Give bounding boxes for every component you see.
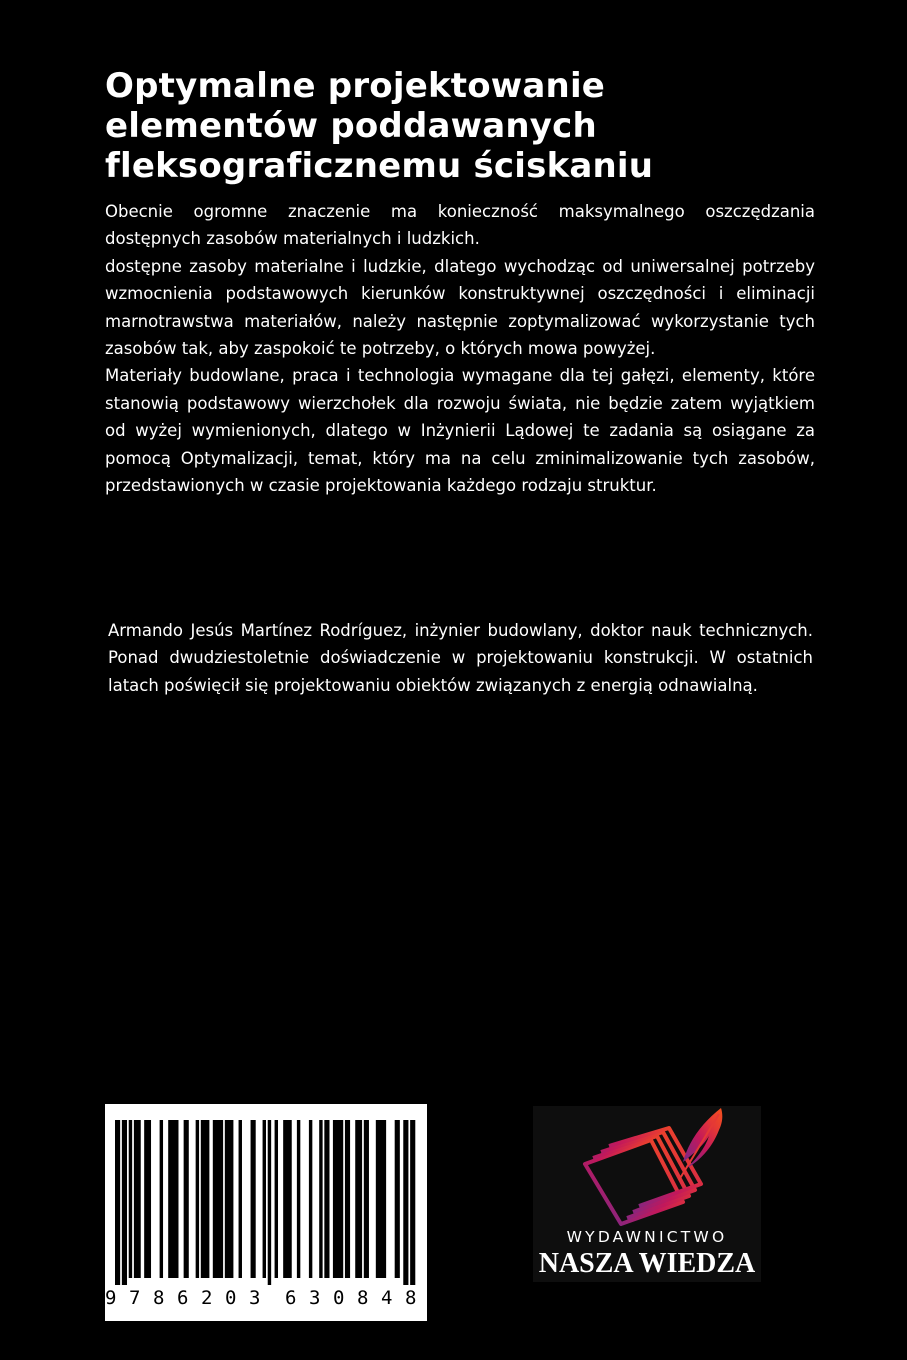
barcode-bar — [225, 1120, 234, 1278]
barcode-bar — [410, 1120, 415, 1285]
book-with-quill-icon — [533, 1106, 761, 1226]
barcode-digit: 6 — [177, 1287, 189, 1309]
barcode-digit: 8 — [153, 1287, 165, 1309]
barcode-digit: 7 — [129, 1287, 141, 1309]
author-bio: Armando Jesús Martínez Rodríguez, inżynier budowlany, doktor nauk technicznych. Ponad dwudziestoletnie doświadczenie w projektowaniu konstrukcji. W ostatnich latach poświęcił się projektowaniu obiektów związanych z energią odnawialną. — [108, 621, 813, 695]
description-paragraph-2: dostępne zasoby materialne i ludzkie, dlatego wychodząc od uniwersalnej potrzeby wzmocnienia podstawowych kierunków konstruktywnej oszczędności i eliminacji marnotrawstwa materiałów, należy następnie zoptymalizować wykorzystanie tych zasobów tak, aby zaspokoić te potrzeby, o których mowa powyżej. — [105, 256, 815, 359]
description-paragraph-3: Materiały budowlane, praca i technologia wymagane dla tej gałęzi, elementy, które stanowią podstawowy wierzchołek dla rozwoju świata, nie będzie zatem wyjątkiem od wyżej wymienionych, dlatego w Inżynierii Lądowej te zadania są osiągane za pomocą Optymalizacji, temat, który ma na celu zminimalizowanie tych zasobów, przedstawionych w czasie projektowania każdego rodzaju struktur. — [105, 366, 815, 496]
title-line-1: Optymalne projektowanie — [105, 66, 606, 106]
publisher-logo — [533, 1106, 761, 1282]
barcode-bar — [297, 1120, 300, 1278]
book-description — [105, 198, 815, 499]
barcode-digit: 4 — [381, 1287, 393, 1309]
barcode-bar — [403, 1120, 408, 1285]
barcode-bar — [160, 1120, 163, 1278]
description-paragraph-1: Obecnie ogromne znaczenie ma konieczność maksymalnego oszczędzania dostępnych zasobów materialnych i ludzkich. — [105, 202, 815, 249]
barcode-bar — [263, 1120, 266, 1278]
isbn-barcode — [105, 1104, 427, 1321]
barcode-bar — [395, 1120, 400, 1278]
barcode-bar — [355, 1120, 362, 1278]
barcode-bar — [168, 1120, 178, 1278]
barcode-bar — [324, 1120, 329, 1278]
barcode-digit: 0 — [225, 1287, 237, 1309]
barcode-bar — [196, 1120, 199, 1278]
barcode-bar — [268, 1120, 271, 1285]
title-line-3: fleksograficznemu ściskaniu — [105, 146, 654, 186]
barcode-bar — [184, 1120, 189, 1278]
barcode-bar — [333, 1120, 343, 1278]
barcode-digit: 3 — [309, 1287, 321, 1309]
barcode-bar — [129, 1120, 132, 1278]
barcode-bar — [251, 1120, 256, 1278]
publisher-label: WYDAWNICTWO — [566, 1228, 728, 1246]
barcode-bar — [115, 1120, 120, 1285]
barcode-bar — [122, 1120, 127, 1285]
barcode-digit: 8 — [405, 1287, 417, 1309]
barcode-digit: 3 — [249, 1287, 261, 1309]
barcode-bar — [364, 1120, 369, 1278]
barcode-number — [105, 1287, 427, 1317]
barcode-digit: 0 — [333, 1287, 345, 1309]
barcode-digit: 9 — [105, 1287, 117, 1309]
barcode-bar — [309, 1120, 312, 1278]
barcode-bar — [144, 1120, 151, 1278]
barcode-bar — [283, 1120, 292, 1278]
barcode-digit: 8 — [357, 1287, 369, 1309]
title-line-2: elementów poddawanych — [105, 106, 597, 146]
barcode-bar — [201, 1120, 210, 1278]
publisher-name: NASZA WIEDZA — [538, 1248, 756, 1279]
book-title — [105, 66, 825, 186]
barcode-bar — [376, 1120, 386, 1278]
barcode-bar — [319, 1120, 322, 1278]
barcode-bars — [105, 1104, 427, 1287]
barcode-digit: 6 — [285, 1287, 297, 1309]
barcode-digit: 2 — [201, 1287, 213, 1309]
barcode-bar — [239, 1120, 242, 1278]
barcode-bar — [134, 1120, 141, 1278]
barcode-bar — [275, 1120, 278, 1278]
barcode-bar — [345, 1120, 350, 1278]
barcode-bar — [213, 1120, 223, 1278]
